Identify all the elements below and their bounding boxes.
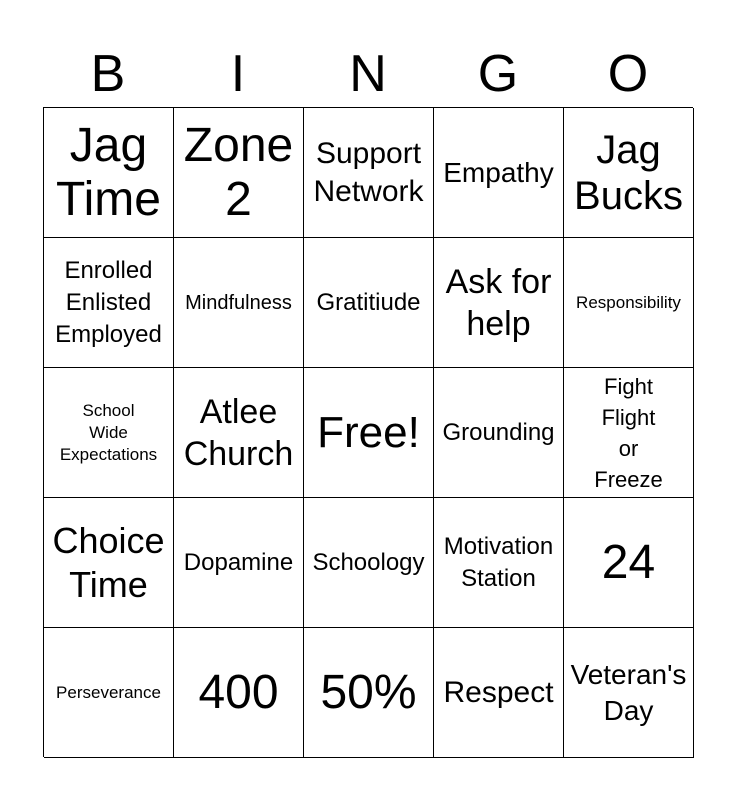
cell-label: 24	[601, 535, 656, 589]
bingo-cell-school-wide-expectations[interactable]	[44, 368, 174, 498]
cell-label: Motivation Station	[443, 532, 554, 592]
bingo-cell-schoology[interactable]	[304, 498, 434, 628]
bingo-cell-dopamine[interactable]	[174, 498, 304, 628]
bingo-header	[43, 44, 693, 108]
bingo-cell-atlee-church[interactable]	[174, 368, 304, 498]
cell-label: Atlee Church	[183, 392, 294, 473]
cell-label: Dopamine	[183, 548, 294, 576]
cell-label: School Wide Expectations	[59, 400, 158, 464]
cell-label: 400	[198, 665, 279, 719]
bingo-cell-gratitiude[interactable]	[304, 238, 434, 368]
bingo-cell-veterans-day[interactable]	[564, 628, 694, 758]
cell-label: Schoology	[312, 548, 425, 576]
bingo-cell-400[interactable]	[174, 628, 304, 758]
bingo-cell-responsibility[interactable]	[564, 238, 694, 368]
cell-label: Support Network	[313, 136, 424, 208]
bingo-cell-respect[interactable]	[434, 628, 564, 758]
cell-label: Respect	[443, 675, 554, 709]
header-letter-g: G	[477, 45, 519, 103]
cell-label: Enrolled Enlisted Employed	[55, 256, 162, 348]
bingo-cell-support-network[interactable]	[304, 108, 434, 238]
header-letter-i: I	[230, 45, 246, 103]
bingo-cell-50-percent[interactable]	[304, 628, 434, 758]
cell-label: Veteran's Day	[570, 658, 687, 726]
bingo-cell-ask-for-help[interactable]	[434, 238, 564, 368]
cell-label: 50%	[320, 665, 417, 719]
cell-label: Responsibility	[576, 292, 681, 312]
cell-label: Mindfulness	[185, 291, 292, 314]
bingo-cell-fight-flight-or-freeze[interactable]	[564, 368, 694, 498]
cell-label: Grounding	[442, 418, 555, 446]
header-letter-b: B	[90, 45, 126, 103]
cell-label: Choice Time	[52, 519, 165, 605]
bingo-cell-jag-time[interactable]	[44, 108, 174, 238]
bingo-cell-jag-bucks[interactable]	[564, 108, 694, 238]
bingo-cell-grounding[interactable]	[434, 368, 564, 498]
bingo-cell-enrolled-enlisted-employed[interactable]	[44, 238, 174, 368]
cell-label: Free!	[317, 407, 420, 457]
header-letter-n: N	[349, 45, 387, 103]
bingo-cell-free[interactable]	[304, 368, 434, 498]
cell-label: Fight Flight or Freeze	[594, 373, 663, 492]
cell-label: Perseverance	[56, 682, 161, 702]
bingo-cell-empathy[interactable]	[434, 108, 564, 238]
bingo-cell-motivation-station[interactable]	[434, 498, 564, 628]
cell-label: Jag Time	[56, 118, 161, 226]
bingo-cell-24[interactable]	[564, 498, 694, 628]
cell-label: Empathy	[443, 156, 554, 188]
bingo-cell-perseverance[interactable]	[44, 628, 174, 758]
header-letter-o: O	[607, 45, 649, 103]
cell-label: Ask for help	[445, 262, 552, 343]
cell-label: Jag Bucks	[574, 127, 683, 218]
bingo-cell-zone-2[interactable]	[174, 108, 304, 238]
cell-label: Gratitiude	[316, 288, 421, 316]
bingo-cell-mindfulness[interactable]	[174, 238, 304, 368]
cell-label: Zone 2	[183, 118, 294, 226]
bingo-cell-choice-time[interactable]	[44, 498, 174, 628]
bingo-board	[43, 107, 693, 757]
